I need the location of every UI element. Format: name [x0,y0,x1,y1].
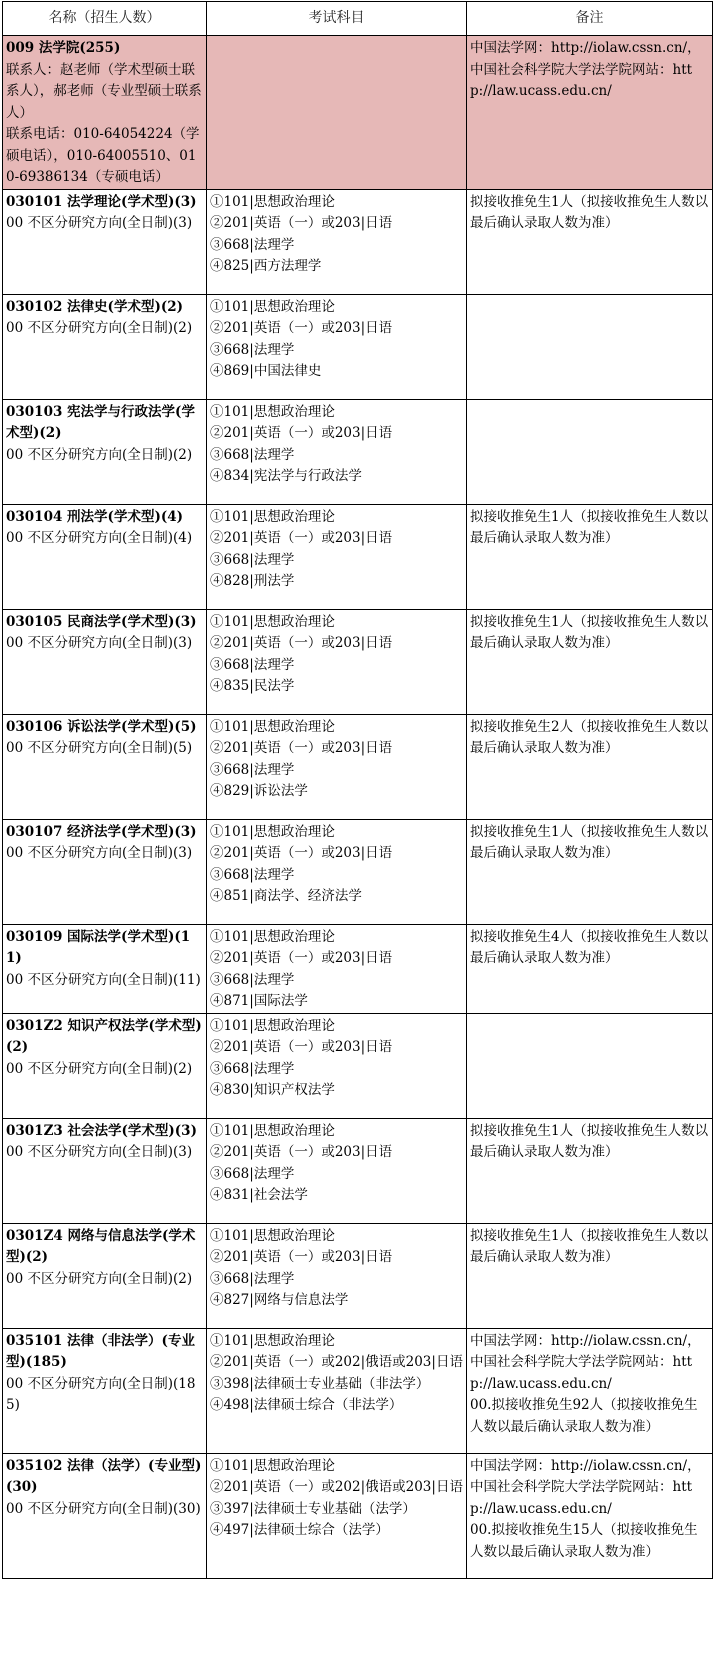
program-title: 0301Z3 社会法学(学术型)(3) [6,1122,197,1139]
exam-subject: ③668|法理学 [210,1165,295,1182]
school-contact: 联系人：赵老师（学术型硕士联系人），郝老师（专业型硕士联系人） [6,61,202,121]
exam-subject: ①101|思想政治理论 [210,193,335,210]
research-direction: 00 不区分研究方向(全日制)(3) [6,1144,193,1160]
exam-subject: ④834|宪法学与行政法学 [210,468,362,484]
program-row [3,399,713,504]
program-name-cell [3,399,207,504]
research-direction: 00 不区分研究方向(全日制)(3) [6,215,193,231]
exam-subject: ②201|英语（一）或203|日语 [210,320,393,336]
program-note-cell [467,609,713,714]
program-title: 030101 法学理论(学术型)(3) [6,193,197,210]
program-note-cell [467,189,713,294]
exam-subject: ③668|法理学 [210,236,295,253]
program-name-cell [3,1223,207,1328]
program-row [3,504,713,609]
exam-subject: ①101|思想政治理论 [210,508,335,525]
program-note: 拟接收推免生1人（拟接收推免生人数以最后确认录取人数为准） [470,193,709,231]
program-title: 0301Z2 知识产权法学(学术型)(2) [6,1017,202,1055]
school-name-cell [3,36,207,190]
program-title: 030104 刑法学(学术型)(4) [6,508,184,525]
exam-subject: ③668|法理学 [210,446,295,463]
program-name-cell [3,924,207,1013]
exam-subject: ④825|西方法理学 [210,258,322,274]
program-row [3,1453,713,1578]
program-note-cell [467,1118,713,1223]
research-direction: 00 不区分研究方向(全日制)(2) [6,1060,193,1077]
exam-subject: ④835|民法学 [210,678,295,694]
program-table [2,1,713,1579]
exam-subject: ③668|法理学 [210,656,295,673]
program-note: 拟接收推免生1人（拟接收推免生人数以最后确认录取人数为准） [470,508,709,546]
research-direction: 00 不区分研究方向(全日制)(4) [6,530,193,546]
program-note-cell [467,504,713,609]
program-subjects-cell [207,1118,467,1223]
exam-subject: ④498|法律硕士综合（非法学） [210,1397,403,1413]
exam-subject: ②201|英语（一）或203|日语 [210,530,393,546]
program-title: 030105 民商法学(学术型)(3) [6,613,197,630]
program-subjects-cell [207,819,467,924]
program-subjects-cell [207,924,467,1013]
research-direction: 00 不区分研究方向(全日制)(2) [6,320,193,336]
program-title: 030103 宪法学与行政法学(学术型)(2) [6,403,195,441]
exam-subject: ②201|英语（一）或202|俄语或203|日语 [210,1354,463,1370]
school-note-cell [467,36,713,190]
header-subjects: 考试科目 [207,2,467,36]
program-subjects-cell [207,189,467,294]
exam-subject: ②201|英语（一）或203|日语 [210,1144,393,1160]
program-note: 拟接收推免生1人（拟接收推免生人数以最后确认录取人数为准） [470,1227,709,1265]
research-direction: 00 不区分研究方向(全日制)(2) [6,446,193,463]
exam-subject: ③668|法理学 [210,551,295,568]
exam-subject: ①101|思想政治理论 [210,403,335,420]
program-subjects-cell [207,1453,467,1578]
program-subjects-cell [207,1223,467,1328]
exam-subject: ④829|诉讼法学 [210,783,308,799]
program-title: 030106 诉讼法学(学术型)(5) [6,718,197,735]
exam-subject: ②201|英语（一）或203|日语 [210,845,393,861]
research-direction: 00 不区分研究方向(全日制)(3) [6,635,193,651]
program-title: 030102 法律史(学术型)(2) [6,298,184,315]
header-notes: 备注 [467,2,713,36]
exam-subject: ②201|英语（一）或202|俄语或203|日语 [210,1479,463,1495]
exam-subject: ①101|思想政治理论 [210,1227,335,1244]
program-title: 030107 经济法学(学术型)(3) [6,823,197,840]
exam-subject: ④830|知识产权法学 [210,1082,335,1098]
exam-subject: ③668|法理学 [210,1270,295,1287]
exam-subject: ③668|法理学 [210,341,295,358]
exam-subject: ②201|英语（一）或203|日语 [210,215,393,231]
exam-subject: ①101|思想政治理论 [210,718,335,735]
program-note-cell [467,1453,713,1578]
program-note-cell [467,819,713,924]
exam-subject: ③668|法理学 [210,971,295,988]
exam-subject: ③668|法理学 [210,1060,295,1077]
program-note: 拟接收推免生2人（拟接收推免生人数以最后确认录取人数为准） [470,718,709,756]
program-name-cell [3,819,207,924]
research-direction: 00 不区分研究方向(全日制)(5) [6,740,193,756]
program-note-cell [467,924,713,1013]
research-direction: 00 不区分研究方向(全日制)(2) [6,1270,193,1287]
exam-subject: ④827|网络与信息法学 [210,1292,349,1308]
exam-subject: ④851|商法学、经济法学 [210,888,362,904]
program-name-cell [3,609,207,714]
program-name-cell [3,1013,207,1118]
exam-subject: ④871|国际法学 [210,993,308,1009]
program-name-cell [3,1118,207,1223]
exam-subject: ②201|英语（一）或203|日语 [210,425,393,441]
program-subjects-cell [207,1328,467,1453]
exam-subject: ②201|英语（一）或203|日语 [210,740,393,756]
program-note: 拟接收推免生1人（拟接收推免生人数以最后确认录取人数为准） [470,613,709,651]
program-subjects-cell [207,1013,467,1118]
program-row [3,609,713,714]
exam-subject: ②201|英语（一）或203|日语 [210,950,393,966]
program-note-cell [467,1223,713,1328]
program-title: 030109 国际法学(学术型)(11) [6,928,191,966]
program-subjects-cell [207,294,467,399]
program-note: 拟接收推免生4人（拟接收推免生人数以最后确认录取人数为准） [470,928,709,966]
program-note-cell [467,714,713,819]
exam-subject: ①101|思想政治理论 [210,1017,335,1034]
exam-subject: ①101|思想政治理论 [210,1457,335,1474]
exam-subject: ④869|中国法律史 [210,363,322,379]
program-row [3,1013,713,1118]
exam-subject: ②201|英语（一）或203|日语 [210,1249,393,1265]
program-title: 035102 法律（法学）(专业型)(30) [6,1457,202,1495]
program-note-cell [467,1328,713,1453]
exam-subject: ①101|思想政治理论 [210,823,335,840]
program-name-cell [3,504,207,609]
program-note-quota: 00.拟接收推免生15人（拟接收推免生人数以最后确认录取人数为准） [470,1522,698,1560]
school-row [3,36,713,190]
exam-subject: ④831|社会法学 [210,1187,308,1203]
research-direction: 00 不区分研究方向(全日制)(185) [6,1375,196,1413]
exam-subject: ②201|英语（一）或203|日语 [210,1039,393,1055]
program-note: 中国法学网：http://iolaw.cssn.cn/，中国社会科学院大学法学院网站：http://law.ucass.edu.cn/ [470,1457,701,1517]
header-name: 名称（招生人数） [3,2,207,36]
program-row [3,189,713,294]
program-subjects-cell [207,399,467,504]
program-row [3,1328,713,1453]
header-row [3,2,713,36]
school-title: 009 法学院(255) [6,40,121,56]
research-direction: 00 不区分研究方向(全日制)(3) [6,845,193,861]
exam-subject: ③668|法理学 [210,761,295,778]
school-note: 中国法学网：http://iolaw.cssn.cn/，中国社会科学院大学法学院网站：http://law.ucass.edu.cn/ [470,40,701,99]
exam-subject: ④828|刑法学 [210,573,295,589]
exam-subject: ①101|思想政治理论 [210,613,335,630]
program-row [3,819,713,924]
exam-subject: ③398|法律硕士专业基础（非法学） [210,1375,430,1392]
program-name-cell [3,294,207,399]
research-direction: 00 不区分研究方向(全日制)(30) [6,1500,201,1517]
exam-subject: ①101|思想政治理论 [210,928,335,945]
exam-subject: ③668|法理学 [210,866,295,883]
program-note: 拟接收推免生1人（拟接收推免生人数以最后确认录取人数为准） [470,823,709,861]
program-row [3,294,713,399]
exam-subject: ①101|思想政治理论 [210,1332,335,1349]
program-name-cell [3,1453,207,1578]
program-subjects-cell [207,714,467,819]
program-title: 035101 法律（非法学）(专业型)(185) [6,1332,195,1370]
program-name-cell [3,189,207,294]
exam-subject: ④497|法律硕士综合（法学） [210,1522,389,1538]
school-subjects-cell [207,36,467,190]
program-row [3,714,713,819]
program-subjects-cell [207,609,467,714]
program-row [3,1118,713,1223]
program-note-cell [467,399,713,504]
program-note-quota: 00.拟接收推免生92人（拟接收推免生人数以最后确认录取人数为准） [470,1397,698,1435]
exam-subject: ②201|英语（一）或203|日语 [210,635,393,651]
program-title: 0301Z4 网络与信息法学(学术型)(2) [6,1227,196,1265]
exam-subject: ①101|思想政治理论 [210,298,335,315]
exam-subject: ③397|法律硕士专业基础（法学） [210,1500,416,1517]
program-note: 拟接收推免生1人（拟接收推免生人数以最后确认录取人数为准） [470,1122,709,1160]
school-phone: 联系电话：010-64054224（学硕电话），010-64005510、010-69386134（专硕电话） [6,126,200,185]
program-name-cell [3,1328,207,1453]
program-note-cell [467,294,713,399]
research-direction: 00 不区分研究方向(全日制)(11) [6,971,201,988]
exam-subject: ①101|思想政治理论 [210,1122,335,1139]
program-name-cell [3,714,207,819]
program-note: 中国法学网：http://iolaw.cssn.cn/，中国社会科学院大学法学院网站：http://law.ucass.edu.cn/ [470,1332,701,1392]
program-row [3,924,713,1013]
program-subjects-cell [207,504,467,609]
program-row [3,1223,713,1328]
program-note-cell [467,1013,713,1118]
